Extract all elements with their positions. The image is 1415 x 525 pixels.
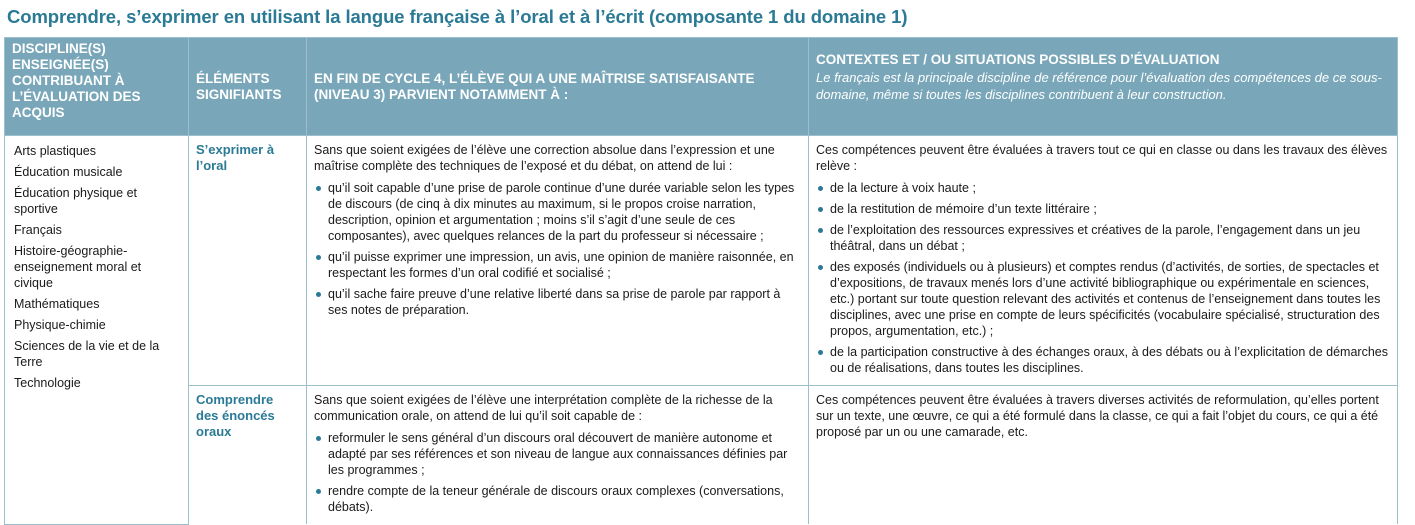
fin-cycle-list (314, 180, 801, 318)
discipline-item: Français (14, 223, 62, 237)
fin-cycle-intro: Sans que soient exigées de l’élève une interprétation complète de la richesse de la communication orale, on attend de lui qu’il soit capable de : (314, 393, 773, 423)
element-cell: Comprendre des énoncés oraux (189, 386, 307, 525)
contextes-intro: Ces compétences peuvent être évaluées à travers tout ce qui en classe ou dans les travaux des élèves relève : (816, 143, 1388, 173)
list-item: qu’il soit capable d’une prise de parole continue d’une durée variable selon les types de discours (de cinq à dix minutes au maximum, si le propos croise narration, description, opinion et argumentation ; moins s’il s’agit d’une seule de ces composantes), avec quelques relances de la part du professeur si nécessaire ; (314, 180, 801, 244)
discipline-item: Arts plastiques (14, 144, 96, 158)
page-title: Comprendre, s’exprimer en utilisant la langue française à l’oral et à l’écrit (composante 1 du domaine 1) (7, 6, 908, 27)
header-disciplines: DISCIPLINE(S) ENSEIGNÉE(S) CONTRIBUANT À L’ÉVALUATION DES ACQUIS (5, 38, 189, 136)
contextes-cell (809, 136, 1398, 386)
header-fin-cycle: EN FIN DE CYCLE 4, L’ÉLÈVE QUI A UNE MAÎTRISE SATISFAISANTE (NIVEAU 3) PARVIENT NOTAMMENT À : (307, 38, 809, 136)
list-item: reformuler le sens général d’un discours oral découvert de manière autonome et adapté par ses références et son niveau de langue aux connaissances définies par les programmes ; (314, 430, 801, 478)
evaluation-table (4, 37, 1398, 525)
header-contextes-note: Le français est la principale discipline de référence pour l’évaluation des compétences de ce sous-domaine, même si toutes les disciplines contribuent à leur construction. (816, 70, 1382, 102)
discipline-item: Éducation musicale (14, 165, 123, 179)
table-row (5, 136, 1398, 386)
fin-cycle-cell (307, 136, 809, 386)
list-item: qu’il puisse exprimer une impression, un avis, une opinion de manière raisonnée, en respectant les formes d’un oral codifié et socialisé ; (314, 249, 801, 281)
contextes-list (816, 180, 1390, 376)
discipline-item: Histoire-géographie-enseignement moral et civique (14, 244, 142, 290)
contextes-cell (809, 386, 1398, 525)
table-header-row (5, 38, 1398, 136)
header-contextes-title: CONTEXTES ET / OU SITUATIONS POSSIBLES D’ÉVALUATION (816, 52, 1220, 67)
list-item: qu’il sache faire preuve d’une relative liberté dans sa prise de parole par rapport à ses notes de préparation. (314, 286, 801, 318)
discipline-item: Éducation physique et sportive (14, 186, 138, 216)
fin-cycle-cell (307, 386, 809, 525)
discipline-item: Mathématiques (14, 297, 100, 311)
contextes-intro: Ces compétences peuvent être évaluées à travers diverses activités de reformulation, qu’elles portent sur un texte, une œuvre, ce qui a été formulé dans la classe, ce qui a fait l’objet du cours, ce qui a été proposé par un ou une camarade, etc. (816, 393, 1379, 439)
list-item: des exposés (individuels ou à plusieurs) et comptes rendus (d’activités, de sorties, de spectacles et d’expositions, de travaux menés lors d’une activité bibliographique ou expérimentale en sciences, etc.) portant sur toute question relevant des activités et contenus de l’enseignement dans toutes les disciplines, avec une prise en compte de leurs spécificités (vocabulaire spécialisé, structuration des propos, argumentation, etc.) ; (816, 259, 1390, 339)
list-item: de la lecture à voix haute ; (816, 180, 1390, 196)
list-item: de la restitution de mémoire d’un texte littéraire ; (816, 201, 1390, 217)
list-item: de la participation constructive à des échanges oraux, à des débats ou à l’explicitation de démarches ou de réalisations, dans toutes les disciplines. (816, 344, 1390, 376)
table-row (5, 386, 1398, 525)
fin-cycle-intro: Sans que soient exigées de l’élève une correction absolue dans l’expression et une maîtrise complète des techniques de l’exposé et du débat, on attend de lui : (314, 143, 775, 173)
disciplines-list (14, 143, 179, 391)
element-cell: S’exprimer à l’oral (189, 136, 307, 386)
header-elements: ÉLÉMENTS SIGNIFIANTS (189, 38, 307, 136)
list-item: rendre compte de la teneur générale de discours oraux complexes (conversations, débats). (314, 483, 801, 515)
discipline-item: Physique-chimie (14, 318, 106, 332)
list-item: de l’exploitation des ressources expressives et créatives de la parole, l’engagement dans un jeu théâtral, dans un débat ; (816, 222, 1390, 254)
header-contextes (809, 38, 1398, 136)
fin-cycle-list (314, 430, 801, 515)
discipline-item: Sciences de la vie et de la Terre (14, 339, 160, 369)
disciplines-cell (5, 136, 189, 525)
discipline-item: Technologie (14, 376, 81, 390)
